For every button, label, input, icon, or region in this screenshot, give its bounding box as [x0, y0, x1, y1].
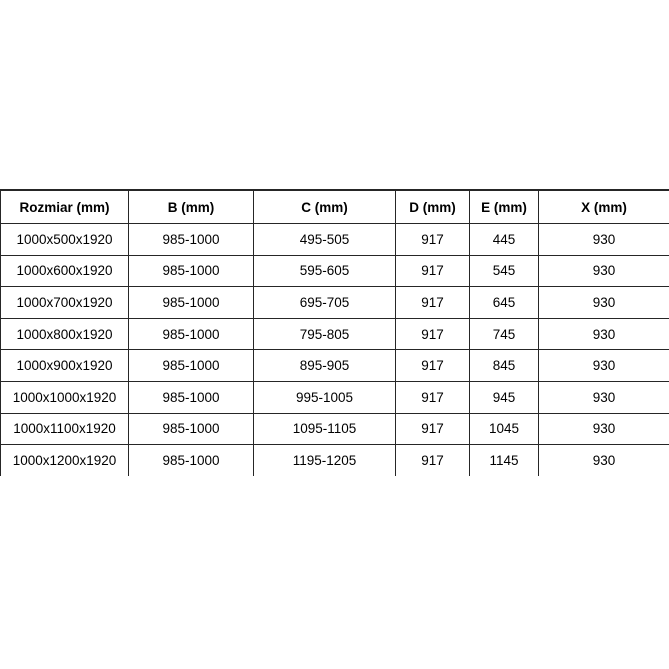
table-row [1, 350, 669, 382]
table-cell: 917 [396, 350, 470, 382]
table-cell: 985-1000 [129, 381, 254, 413]
table-cell: 930 [539, 381, 669, 413]
table-cell: 985-1000 [129, 255, 254, 287]
table-cell: 695-705 [254, 287, 396, 319]
table-cell: 930 [539, 350, 669, 382]
table-row [1, 287, 669, 319]
header-cell-rozmiar: Rozmiar (mm) [1, 190, 129, 224]
table-cell: 930 [539, 318, 669, 350]
table-cell: 917 [396, 224, 470, 256]
table-cell: 1000x700x1920 [1, 287, 129, 319]
table-cell: 917 [396, 445, 470, 476]
table-cell: 917 [396, 318, 470, 350]
table-cell: 1000x900x1920 [1, 350, 129, 382]
table-cell: 985-1000 [129, 445, 254, 476]
table-cell: 995-1005 [254, 381, 396, 413]
table-cell: 930 [539, 413, 669, 445]
table-cell: 945 [470, 381, 539, 413]
table-cell: 1000x1200x1920 [1, 445, 129, 476]
table-cell: 930 [539, 287, 669, 319]
table-cell: 445 [470, 224, 539, 256]
table-cell: 917 [396, 381, 470, 413]
table-row [1, 445, 669, 476]
size-specification-table [0, 189, 669, 476]
table-cell: 1000x500x1920 [1, 224, 129, 256]
header-cell-c: C (mm) [254, 190, 396, 224]
header-cell-b: B (mm) [129, 190, 254, 224]
table-cell: 1000x600x1920 [1, 255, 129, 287]
table-cell: 1000x1100x1920 [1, 413, 129, 445]
table-cell: 917 [396, 413, 470, 445]
table-cell: 595-605 [254, 255, 396, 287]
table-cell: 795-805 [254, 318, 396, 350]
table-cell: 985-1000 [129, 287, 254, 319]
table-cell: 645 [470, 287, 539, 319]
table-cell: 985-1000 [129, 224, 254, 256]
header-cell-d: D (mm) [396, 190, 470, 224]
table-cell: 1195-1205 [254, 445, 396, 476]
table-cell: 1095-1105 [254, 413, 396, 445]
table-cell: 545 [470, 255, 539, 287]
table-cell: 930 [539, 445, 669, 476]
table-cell: 1045 [470, 413, 539, 445]
table-cell: 917 [396, 255, 470, 287]
table-cell: 930 [539, 255, 669, 287]
table-cell: 1000x800x1920 [1, 318, 129, 350]
table-row [1, 224, 669, 256]
table-row [1, 413, 669, 445]
table-row [1, 381, 669, 413]
table-cell: 745 [470, 318, 539, 350]
table-cell: 495-505 [254, 224, 396, 256]
table-cell: 1145 [470, 445, 539, 476]
table-row [1, 318, 669, 350]
header-cell-x: X (mm) [539, 190, 669, 224]
table-cell: 845 [470, 350, 539, 382]
table-cell: 985-1000 [129, 413, 254, 445]
table-cell: 985-1000 [129, 350, 254, 382]
header-cell-e: E (mm) [470, 190, 539, 224]
table-row [1, 255, 669, 287]
table-cell: 895-905 [254, 350, 396, 382]
table-cell: 1000x1000x1920 [1, 381, 129, 413]
table-cell: 985-1000 [129, 318, 254, 350]
table-cell: 917 [396, 287, 470, 319]
header-row [1, 190, 669, 224]
table-cell: 930 [539, 224, 669, 256]
